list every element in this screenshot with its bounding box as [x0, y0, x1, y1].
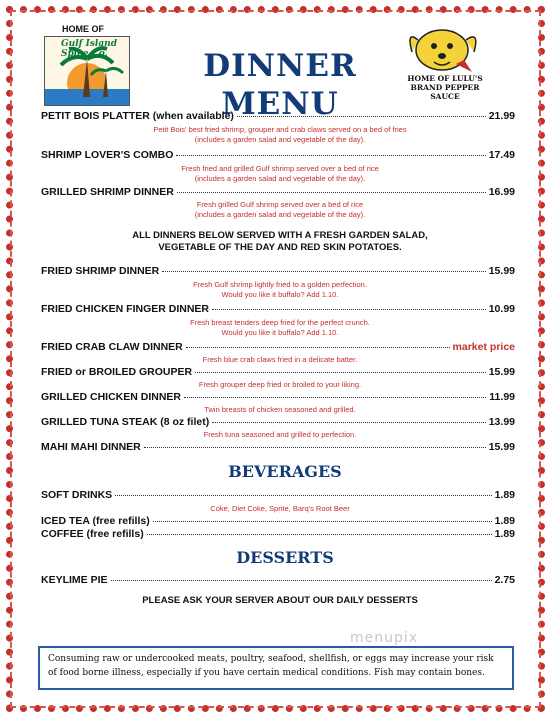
desc-line: Would you like it buffalo? Add 1.10. [221, 290, 339, 299]
item-description [60, 380, 500, 390]
item-price: 13.99 [488, 416, 515, 428]
item-name: GRILLED CHICKEN DINNER [41, 391, 182, 403]
menu-item [41, 110, 515, 122]
menu-title-line2: MENU [221, 86, 339, 122]
item-name: SHRIMP LOVER'S COMBO [41, 149, 174, 161]
leader-dots [153, 521, 492, 522]
notice-line: ALL DINNERS BELOW SERVED WITH A FRESH GARDEN SALAD, [132, 230, 428, 241]
beverages-heading: BEVERAGES [228, 462, 342, 481]
desc-line: Twin breasts of chicken seasoned and grilled. [204, 405, 356, 414]
desc-line: (includes a garden salad and vegetable of the day). [194, 210, 366, 219]
logo-left-caption: HOME OF [62, 24, 104, 34]
menu-item [41, 441, 515, 453]
item-price: 21.99 [488, 110, 515, 122]
item-price: 2.75 [494, 574, 515, 586]
desserts-note: PLEASE ASK YOUR SERVER ABOUT OUR DAILY DESSERTS [142, 595, 418, 606]
item-name: GRILLED TUNA STEAK (8 oz filet) [41, 416, 210, 428]
desc-line: Fresh Gulf shrimp lightly fried to a golden perfection. [193, 280, 367, 289]
desc-line: Fresh tuna seasoned and grilled to perfection. [203, 430, 357, 439]
item-name: GRILLED SHRIMP DINNER [41, 186, 174, 198]
item-description [60, 125, 500, 145]
item-price: 1.89 [494, 515, 515, 527]
item-name: MAHI MAHI DINNER [41, 441, 141, 453]
desc-line: Fresh grilled Gulf shrimp served over a bed of rice [196, 200, 364, 209]
leader-dots [212, 309, 486, 310]
menu-item [41, 149, 515, 161]
item-description [60, 355, 500, 365]
item-name: KEYLIME PIE [41, 574, 108, 586]
desc-line: Fresh breast tenders deep fried for the perfect crunch. [190, 318, 370, 327]
item-price: 10.99 [488, 303, 515, 315]
gulf-island-spice-logo [44, 24, 136, 108]
dog-icon [396, 24, 496, 76]
leader-dots [162, 271, 485, 272]
menu-item [41, 186, 515, 198]
item-description [60, 280, 500, 300]
leader-dots [115, 495, 491, 496]
item-name: SOFT DRINKS [41, 489, 113, 501]
desc-line: Fresh fried and grilled Gulf shrimp served over a bed of rice [181, 164, 379, 173]
lulus-pepper-sauce-logo [396, 24, 496, 104]
menu-item [41, 265, 515, 277]
menu-item [41, 489, 515, 501]
item-name: PETIT BOIS PLATTER (when available) [41, 110, 234, 122]
item-description [60, 318, 500, 338]
menu-title-line1: DINNER [203, 48, 357, 84]
leader-dots [237, 116, 486, 117]
item-name: ICED TEA (free refills) [41, 515, 150, 527]
dinner-notice [60, 230, 500, 254]
item-description [60, 164, 500, 184]
leader-dots [212, 422, 486, 423]
menu-item [41, 515, 515, 527]
logo-right-caption: HOME OF LULU'S BRAND PEPPER SAUCE [407, 74, 483, 101]
desc-line: Fresh grouper deep fried or broiled to your liking. [198, 380, 362, 389]
menu-item [41, 303, 515, 315]
item-name: FRIED CRAB CLAW DINNER [41, 341, 183, 353]
notice-line: VEGETABLE OF THE DAY AND RED SKIN POTATOES. [158, 242, 402, 253]
item-description [60, 504, 500, 514]
menu-item [41, 574, 515, 586]
menu-item [41, 416, 515, 428]
leader-dots [147, 534, 492, 535]
leader-dots [184, 397, 486, 398]
logo-left-box [44, 36, 130, 106]
item-price: 11.99 [489, 391, 515, 403]
item-price: 15.99 [488, 265, 515, 277]
menu-item [41, 366, 515, 378]
leader-dots [144, 447, 486, 448]
item-name: FRIED SHRIMP DINNER [41, 265, 160, 277]
item-description [60, 200, 500, 220]
item-name: FRIED or BROILED GROUPER [41, 366, 193, 378]
item-price: market price [452, 341, 515, 353]
menu-item [41, 528, 515, 540]
watermark: menupix [350, 630, 419, 646]
leader-dots [195, 372, 486, 373]
desc-line: Petit Bois' best fried shrimp, grouper and crab claws served on a bed of fries [153, 125, 407, 134]
item-price: 16.99 [488, 186, 515, 198]
item-name: FRIED CHICKEN FINGER DINNER [41, 303, 210, 315]
item-price: 1.89 [494, 528, 515, 540]
menu-item [41, 391, 515, 403]
desc-line: Would you like it buffalo? Add 1.10. [221, 328, 339, 337]
leader-dots [111, 580, 492, 581]
leader-dots [176, 155, 485, 156]
item-price: 15.99 [488, 441, 515, 453]
leader-dots [177, 192, 486, 193]
desc-line: Coke, Diet Coke, Sprite, Barq's Root Beer [210, 504, 350, 513]
food-safety-warning: Consuming raw or undercooked meats, poultry, seafood, shellfish, or eggs may increase your risk of food borne illness, especially if you have certain medical conditions. Fish may contain bones. [38, 646, 514, 690]
item-price: 1.89 [494, 489, 515, 501]
desc-line: (includes a garden salad and vegetable of the day). [194, 135, 366, 144]
item-description [60, 430, 500, 440]
logo-left-script: Gulf Island Spice Co. [61, 39, 118, 59]
desc-line: Fresh blue crab claws fried in a delicate batter. [202, 355, 358, 364]
desserts-heading: DESSERTS [236, 548, 334, 567]
item-description [60, 405, 500, 415]
item-price: 17.49 [488, 149, 515, 161]
desc-line: (includes a garden salad and vegetable of the day). [194, 174, 366, 183]
item-name: COFFEE (free refills) [41, 528, 144, 540]
leader-dots [186, 347, 450, 348]
item-price: 15.99 [488, 366, 515, 378]
menu-item [41, 341, 515, 353]
